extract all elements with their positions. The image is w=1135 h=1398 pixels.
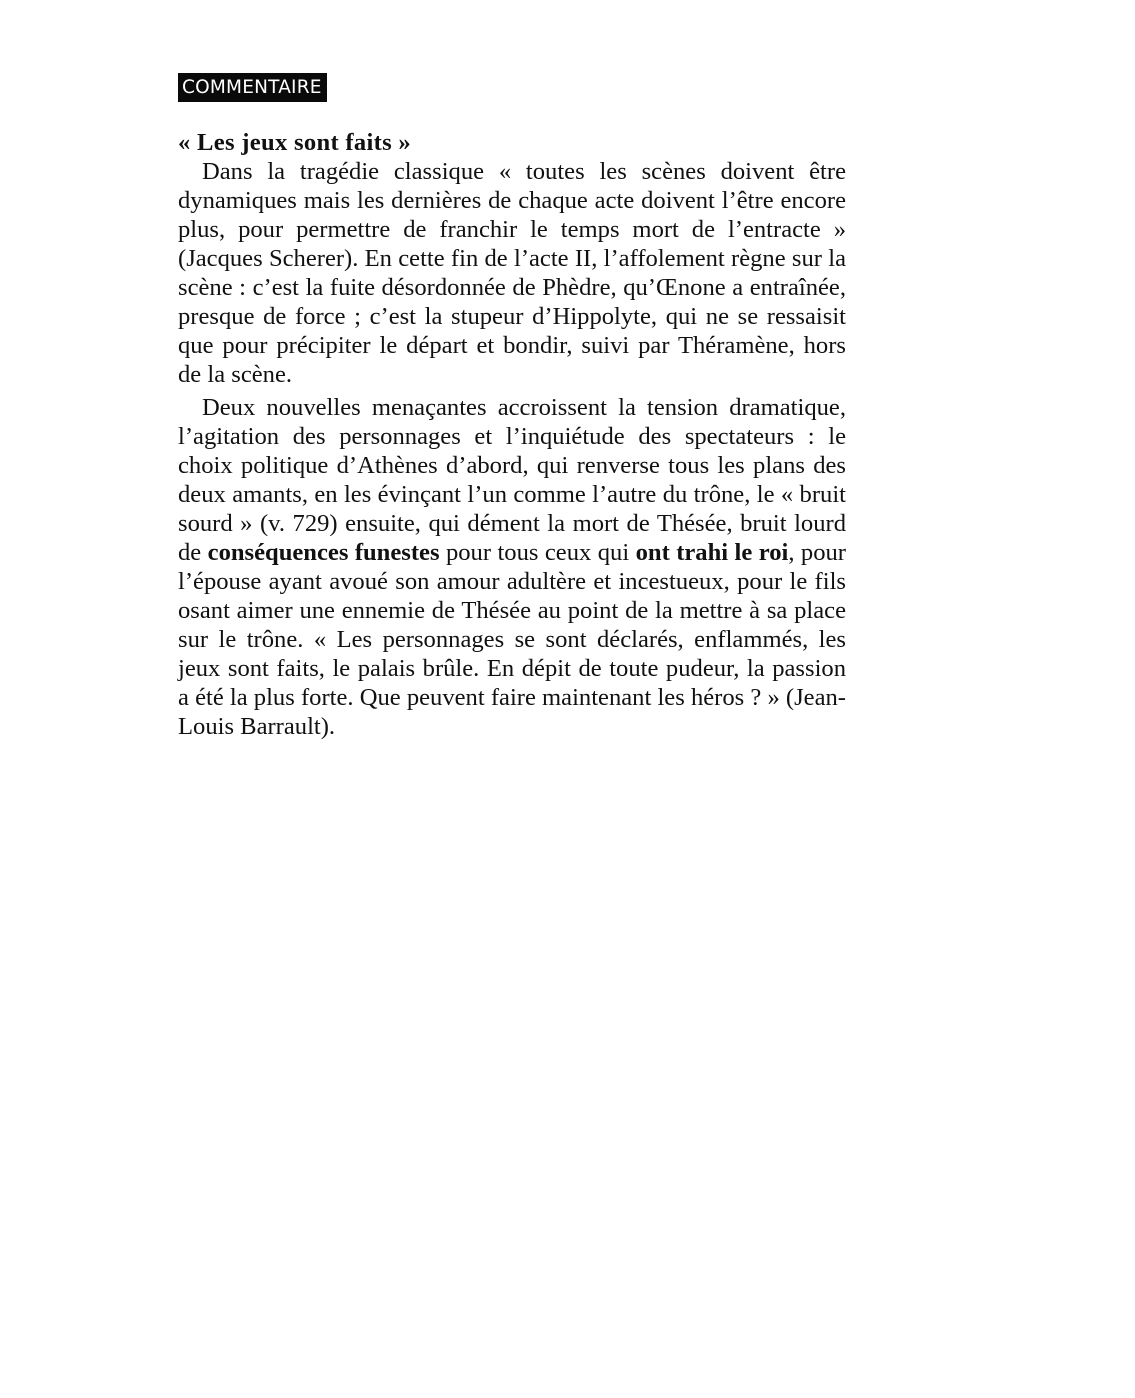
commentary-body	[178, 128, 846, 741]
section-label: COMMENTAIRE	[178, 73, 327, 102]
paragraph-1	[178, 157, 846, 389]
commentary-heading: « Les jeux sont faits »	[178, 129, 412, 156]
paragraph-2-text-a: Deux nouvelles menaçantes accroissent la tension dramatique, l’agitation des personnages et l’inquiétude des spectateurs : le choix politique d’Athènes d’abord, qui renverse tous les plans des deux amants, en les évinçant l’un comme l’autre du trône, le « bruit sourd » (v. 729) ensuite, qui dément la mort de Thésée, bruit lourd de	[178, 394, 846, 566]
emphasis-ont-trahi-le-roi: ont trahi le roi	[635, 539, 789, 566]
paragraph-2	[178, 393, 846, 741]
paragraph-1-text: Dans la tragédie classique « toutes les scènes doivent être dynamiques mais les dernières de chaque acte doivent l’être encore plus, pour permettre de franchir le temps mort de l’entracte » (Jacques Scherer). En cette fin de l’acte II, l’affolement règne sur la scène : c’est la fuite désordonnée de Phèdre, qu’Œnone a entraînée, presque de force ; c’est la stupeur d’Hippolyte, qui ne se ressaisit que pour précipiter le départ et bondir, suivi par Théramène, hors de la scène.	[178, 158, 846, 388]
paragraph-2-text-c: , pour l’épouse ayant avoué son amour adultère et incestueux, pour le fils osant aimer une ennemie de Thésée au point de la mettre à sa place sur le trône. « Les personnages se sont déclarés, enflammés, les jeux sont faits, le palais brûle. En dépit de toute pudeur, la passion a été la plus forte. Que peuvent faire maintenant les héros ? » (Jean-Louis Barrault).	[178, 539, 846, 740]
paragraph-2-text-b: pour tous ceux qui	[439, 539, 636, 566]
emphasis-consequences-funestes: conséquences funestes	[207, 539, 440, 566]
